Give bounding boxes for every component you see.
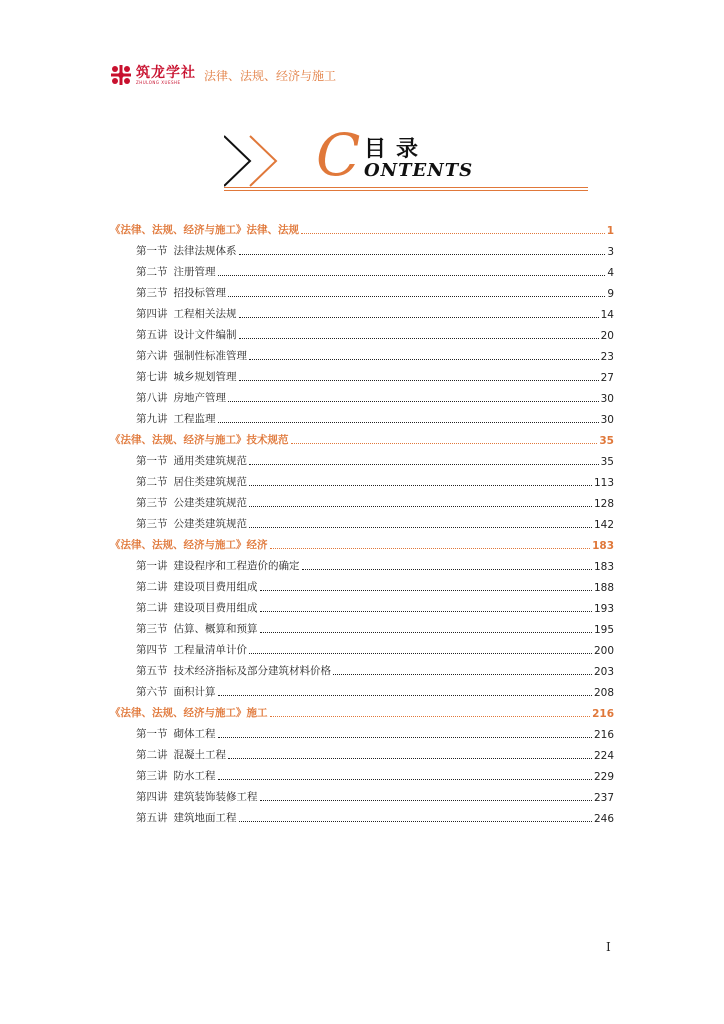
toc-entry-title — [136, 243, 237, 258]
toc-entry-number: 第二节 — [136, 476, 168, 488]
toc-section-entry[interactable] — [110, 300, 614, 321]
toc-page-number: 4 — [607, 267, 614, 279]
toc-entry-label: 建筑装饰装修工程 — [173, 791, 258, 803]
toc-entry-title — [110, 705, 268, 720]
toc-section-entry[interactable] — [110, 594, 614, 615]
toc-entry-number: 第五节 — [136, 665, 168, 677]
logo-subtitle: ZHULONG XUESHE — [136, 79, 181, 85]
logo-name: 筑龙学社 — [136, 64, 196, 81]
toc-entry-title — [136, 306, 237, 321]
toc-leader-dots — [218, 737, 592, 738]
toc-entry-title — [136, 789, 258, 804]
toc-entry-number: 第四讲 — [136, 791, 168, 803]
toc-entry-title — [136, 390, 226, 405]
toc-section-entry[interactable] — [110, 279, 614, 300]
toc-entry-title — [136, 642, 247, 657]
toc-page-number: 14 — [600, 309, 614, 321]
toc-leader-dots — [218, 779, 592, 780]
toc-entry-label: 建设程序和工程造价的确定 — [173, 560, 300, 572]
toc-page-number: 188 — [593, 582, 614, 594]
table-of-contents — [110, 216, 614, 825]
toc-entry-label: 工程量清单计价 — [173, 644, 247, 656]
toc-entry-title — [136, 327, 237, 342]
toc-page-number: 193 — [593, 603, 614, 615]
toc-section-entry[interactable] — [110, 783, 614, 804]
toc-page-number: 203 — [593, 666, 614, 678]
toc-entry-number: 第五讲 — [136, 812, 168, 824]
toc-section-entry[interactable] — [110, 321, 614, 342]
toc-leader-dots — [218, 422, 599, 423]
toc-entry-number: 第三节 — [136, 518, 168, 530]
header-tagline: 法律、法规、经济与施工 — [204, 68, 337, 83]
toc-entry-number: 第一节 — [136, 728, 168, 740]
toc-section-entry[interactable] — [110, 258, 614, 279]
toc-page-number: 1 — [606, 225, 614, 237]
toc-page-number: 9 — [607, 288, 614, 300]
toc-entry-number: 第九讲 — [136, 413, 168, 425]
page-header — [110, 63, 336, 87]
toc-entry-title — [136, 747, 226, 762]
toc-page-number: 128 — [593, 498, 614, 510]
toc-entry-number: 第一节 — [136, 245, 168, 257]
toc-entry-title — [136, 810, 237, 825]
toc-entry-title — [110, 432, 289, 447]
toc-entry-number: 第四节 — [136, 644, 168, 656]
toc-chapter-entry[interactable] — [110, 426, 614, 447]
toc-entry-label: 注册管理 — [173, 266, 216, 278]
toc-leader-dots — [239, 317, 599, 318]
toc-page-number: 113 — [593, 477, 614, 489]
toc-entry-title — [136, 516, 247, 531]
toc-entry-label: 居住类建筑规范 — [173, 476, 247, 488]
toc-entry-title — [136, 579, 258, 594]
toc-entry-number: 第二节 — [136, 266, 168, 278]
toc-page-number: 216 — [593, 729, 614, 741]
toc-entry-number: 第二讲 — [136, 581, 168, 593]
toc-leader-dots — [228, 296, 605, 297]
toc-entry-title — [110, 222, 299, 237]
double-chevron-icon — [224, 130, 324, 192]
toc-leader-dots — [301, 233, 605, 234]
toc-entry-title — [136, 663, 331, 678]
toc-entry-title — [136, 768, 216, 783]
toc-entry-label: 技术经济指标及部分建筑材料价格 — [173, 665, 331, 677]
toc-entry-title — [136, 684, 216, 699]
toc-section-entry[interactable] — [110, 657, 614, 678]
toc-entry-number: 第一讲 — [136, 560, 168, 572]
toc-leader-dots — [270, 716, 591, 717]
toc-entry-number: 第六讲 — [136, 350, 168, 362]
toc-entry-title — [136, 264, 216, 279]
toc-page-number: 237 — [593, 792, 614, 804]
toc-section-entry[interactable] — [110, 720, 614, 741]
toc-entry-number: 第三节 — [136, 623, 168, 635]
toc-entry-title — [136, 369, 237, 384]
toc-chapter-entry[interactable] — [110, 699, 614, 720]
toc-page-number: 142 — [593, 519, 614, 531]
toc-leader-dots — [260, 800, 592, 801]
page-number: I — [606, 940, 611, 954]
toc-leader-dots — [302, 569, 592, 570]
toc-leader-dots — [249, 485, 592, 486]
toc-entry-label: 公建类建筑规范 — [173, 497, 247, 509]
toc-page-number: 229 — [593, 771, 614, 783]
contents-title — [224, 121, 588, 192]
toc-page-number: 246 — [593, 813, 614, 825]
toc-entry-number: 第二讲 — [136, 602, 168, 614]
toc-leader-dots — [270, 548, 591, 549]
title-chinese: 目录 — [364, 137, 429, 162]
toc-entry-label: 建设项目费用组成 — [173, 581, 258, 593]
title-rule-secondary — [224, 190, 588, 191]
toc-leader-dots — [239, 380, 599, 381]
toc-section-entry[interactable] — [110, 342, 614, 363]
toc-entry-title — [136, 726, 216, 741]
toc-entry-label: 城乡规划管理 — [173, 371, 237, 383]
toc-section-entry[interactable] — [110, 636, 614, 657]
toc-section-entry[interactable] — [110, 741, 614, 762]
toc-page-number: 20 — [600, 330, 614, 342]
toc-entry-number: 第二讲 — [136, 749, 168, 761]
toc-entry-title — [136, 411, 216, 426]
toc-entry-number: 第八讲 — [136, 392, 168, 404]
toc-leader-dots — [218, 695, 592, 696]
toc-section-entry[interactable] — [110, 468, 614, 489]
toc-entry-title — [136, 558, 300, 573]
toc-entry-label: 估算、概算和预算 — [173, 623, 258, 635]
toc-leader-dots — [291, 443, 598, 444]
toc-entry-label: 《法律、法规、经济与施工》施工 — [110, 707, 268, 719]
toc-section-entry[interactable] — [110, 552, 614, 573]
toc-leader-dots — [249, 359, 599, 360]
toc-leader-dots — [228, 758, 592, 759]
toc-section-entry[interactable] — [110, 804, 614, 825]
toc-section-entry[interactable] — [110, 384, 614, 405]
toc-entry-label: 建筑地面工程 — [173, 812, 237, 824]
toc-section-entry[interactable] — [110, 573, 614, 594]
toc-chapter-entry[interactable] — [110, 216, 614, 237]
toc-entry-label: 房地产管理 — [173, 392, 226, 404]
toc-page-number: 183 — [592, 540, 614, 552]
toc-leader-dots — [249, 527, 592, 528]
toc-leader-dots — [260, 590, 592, 591]
toc-entry-title — [136, 285, 226, 300]
toc-entry-label: 工程相关法规 — [173, 308, 237, 320]
toc-entry-number: 第三节 — [136, 287, 168, 299]
toc-entry-label: 砌体工程 — [173, 728, 216, 740]
toc-entry-label: 《法律、法规、经济与施工》经济 — [110, 539, 268, 551]
toc-entry-number: 第七讲 — [136, 371, 168, 383]
toc-page-number: 216 — [592, 708, 614, 720]
toc-page-number: 224 — [593, 750, 614, 762]
toc-entry-number: 第六节 — [136, 686, 168, 698]
toc-entry-label: 设计文件编制 — [173, 329, 237, 341]
toc-leader-dots — [249, 506, 592, 507]
toc-chapter-entry[interactable] — [110, 531, 614, 552]
toc-entry-number: 第三节 — [136, 497, 168, 509]
toc-leader-dots — [228, 401, 599, 402]
toc-entry-label: 法律法规体系 — [173, 245, 237, 257]
toc-leader-dots — [239, 338, 599, 339]
toc-entry-title — [136, 453, 247, 468]
toc-entry-title — [136, 348, 247, 363]
toc-entry-label: 混凝土工程 — [173, 749, 226, 761]
toc-page-number: 195 — [593, 624, 614, 636]
toc-entry-title — [110, 537, 268, 552]
toc-section-entry[interactable] — [110, 510, 614, 531]
toc-entry-label: 强制性标准管理 — [173, 350, 247, 362]
toc-section-entry[interactable] — [110, 447, 614, 468]
toc-section-entry[interactable] — [110, 615, 614, 636]
toc-entry-number: 第一节 — [136, 455, 168, 467]
toc-entry-label: 建设项目费用组成 — [173, 602, 258, 614]
toc-entry-label: 防水工程 — [173, 770, 216, 782]
toc-section-entry[interactable] — [110, 363, 614, 384]
toc-entry-title — [136, 621, 258, 636]
toc-leader-dots — [260, 611, 592, 612]
toc-entry-label: 通用类建筑规范 — [173, 455, 247, 467]
title-english: ONTENTS — [364, 160, 474, 181]
toc-section-entry[interactable] — [110, 405, 614, 426]
toc-leader-dots — [260, 632, 592, 633]
toc-page-number: 23 — [600, 351, 614, 363]
toc-entry-label: 工程监理 — [173, 413, 216, 425]
toc-page-number: 27 — [600, 372, 614, 384]
title-big-letter: C — [316, 121, 361, 189]
title-rule — [224, 187, 588, 188]
toc-leader-dots — [333, 674, 592, 675]
toc-entry-label: 《法律、法规、经济与施工》法律、法规 — [110, 224, 299, 236]
toc-page-number: 30 — [600, 414, 614, 426]
toc-page-number: 35 — [599, 435, 614, 447]
toc-page-number: 208 — [593, 687, 614, 699]
zhulong-logo-icon — [110, 64, 132, 86]
toc-page-number: 3 — [607, 246, 614, 258]
toc-entry-number: 第五讲 — [136, 329, 168, 341]
toc-entry-number: 第四讲 — [136, 308, 168, 320]
toc-entry-label: 《法律、法规、经济与施工》技术规范 — [110, 434, 289, 446]
toc-page-number: 35 — [600, 456, 614, 468]
toc-section-entry[interactable] — [110, 762, 614, 783]
toc-entry-title — [136, 495, 247, 510]
toc-entry-label: 面积计算 — [173, 686, 216, 698]
toc-section-entry[interactable] — [110, 489, 614, 510]
toc-leader-dots — [239, 821, 592, 822]
toc-leader-dots — [218, 275, 606, 276]
toc-page-number: 183 — [593, 561, 614, 573]
toc-entry-label: 公建类建筑规范 — [173, 518, 247, 530]
toc-leader-dots — [239, 254, 606, 255]
toc-entry-title — [136, 600, 258, 615]
toc-entry-title — [136, 474, 247, 489]
toc-entry-label: 招投标管理 — [173, 287, 226, 299]
toc-section-entry[interactable] — [110, 237, 614, 258]
logo-text — [136, 66, 196, 85]
toc-entry-number: 第三讲 — [136, 770, 168, 782]
toc-leader-dots — [249, 653, 592, 654]
toc-page-number: 30 — [600, 393, 614, 405]
toc-page-number: 200 — [593, 645, 614, 657]
toc-section-entry[interactable] — [110, 678, 614, 699]
toc-leader-dots — [249, 464, 599, 465]
